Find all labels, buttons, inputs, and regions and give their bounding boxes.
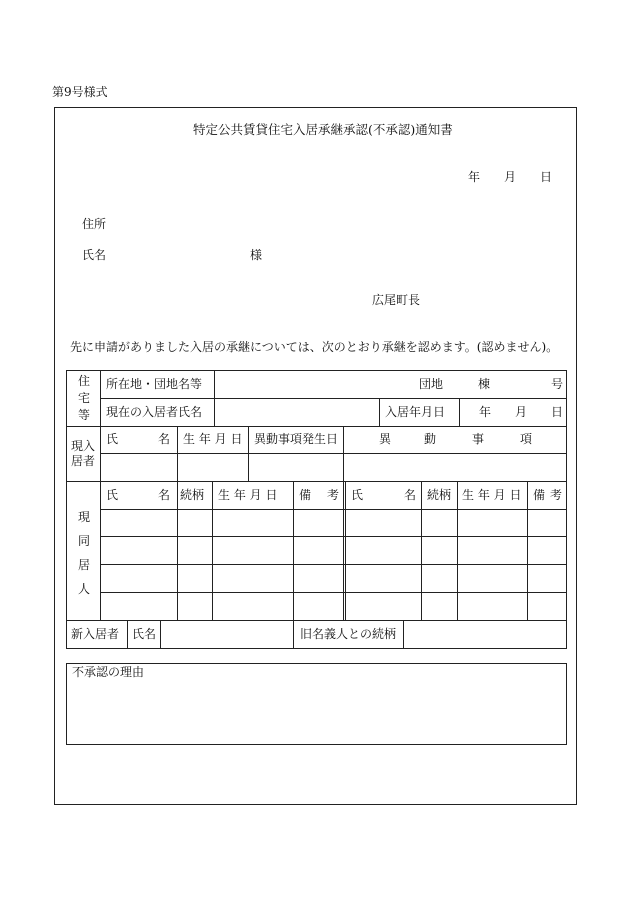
current-name-header-char-2: 名 [158,432,171,446]
housing-section-char-1: 住 [78,374,91,388]
cohabitants-section-char-2: 同 [78,534,91,548]
honorific: 様 [250,248,263,262]
current-resident-section-line-1: 現入 [71,439,96,453]
move-in-day: 日 [551,405,564,419]
event-header-char-3: 事 [472,432,485,446]
building-label: 棟 [478,377,491,391]
event-header-char-2: 動 [424,432,437,446]
cohab-birth-header-right: 生 年 月 日 [462,488,522,502]
cohab-remarks-header-right-1: 備 [533,488,546,502]
location-label: 所在地・団地名等 [106,377,203,391]
date-day: 日 [540,170,553,184]
new-resident-name-label: 氏名 [132,627,157,641]
move-in-date-label: 入居年月日 [385,405,446,419]
housing-section-char-2: 宅 [78,391,91,405]
new-resident-label: 新入居者 [71,627,120,641]
relation-to-former-label: 旧名義人との続柄 [300,627,397,641]
cohab-name-header-right-2: 名 [404,488,417,502]
form-number: 第9号様式 [52,85,108,99]
cohab-birth-header-left: 生 年 月 日 [218,488,278,502]
event-header-char-1: 異 [379,432,392,446]
current-birth-header: 生 年 月 日 [183,432,243,446]
date-month: 月 [504,170,517,184]
address-label: 住所 [82,217,107,231]
unit-label: 号 [551,377,564,391]
cohab-name-header-left-1: 氏 [106,488,119,502]
cohab-relation-header-right: 続柄 [427,488,452,502]
cohabitants-section-char-1: 現 [78,510,91,524]
cohab-remarks-header-left-1: 備 [299,488,312,502]
name-label: 氏名 [82,248,107,262]
date-year: 年 [468,170,481,184]
cohab-remarks-header-left-2: 考 [327,488,340,502]
cohab-name-header-left-2: 名 [158,488,171,502]
issuer: 広尾町長 [372,293,421,307]
current-name-header-char-1: 氏 [106,432,119,446]
move-in-year: 年 [479,405,492,419]
cohab-name-header-right-1: 氏 [351,488,364,502]
housing-section-char-3: 等 [78,408,91,422]
rejection-reason-label: 不承認の理由 [72,665,145,679]
event-date-header: 異動事項発生日 [254,432,339,446]
current-resident-section-line-2: 居者 [71,454,96,468]
event-header-char-4: 項 [520,432,533,446]
cohabitants-section-char-3: 居 [78,558,91,572]
cohab-relation-header-left: 続柄 [180,488,205,502]
document-title: 特定公共賃貸住宅入居承継承認(不承認)通知書 [193,122,453,137]
cohabitants-section-char-4: 人 [78,582,91,596]
body-text: 先に申請がありました入居の承継については、次のとおり承継を認めます。(認めません)。 [70,340,559,354]
current-resident-name-label: 現在の入居者氏名 [106,405,203,419]
cohab-remarks-header-right-2: 考 [550,488,563,502]
move-in-month: 月 [515,405,528,419]
complex-label: 団地 [419,377,444,391]
